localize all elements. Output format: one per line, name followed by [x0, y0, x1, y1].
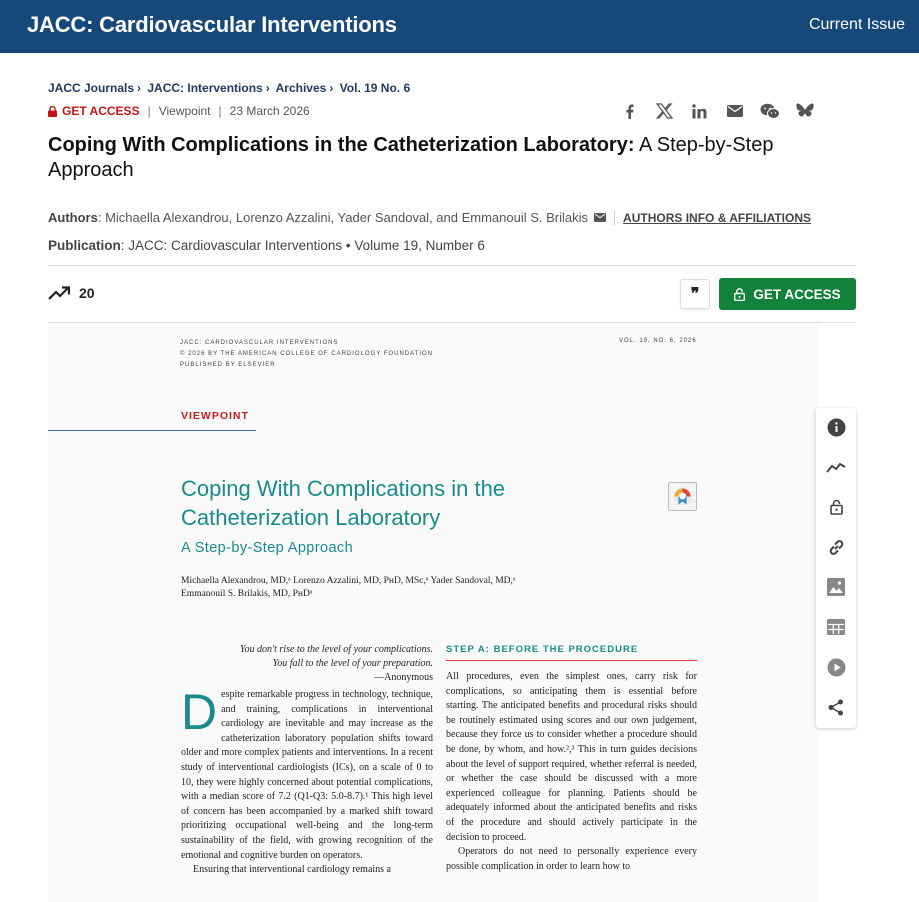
metrics-count[interactable]: 20 — [48, 285, 95, 301]
divider — [48, 265, 856, 266]
get-access-link[interactable]: GET ACCESS — [62, 104, 140, 118]
media-icon[interactable] — [816, 652, 856, 682]
volume-label: VOL. 19, NO. 6, 2026 — [619, 338, 697, 344]
breadcrumb-item[interactable]: Archives — [275, 81, 327, 95]
publish-date: 23 March 2026 — [229, 104, 310, 118]
paper-authors: Michaella Alexandrou, MD,ᵃ Lorenzo Azzalini, MD, PʜD, MSc,ᵃ Yader Sandoval, MD,ᵃ Emmanouil S. Brilakis, MD, PʜDᵃ — [181, 576, 516, 599]
breadcrumb: JACC Journals › JACC: Interventions › Archives › Vol. 19 No. 6 — [48, 81, 411, 95]
wechat-icon[interactable] — [752, 100, 787, 122]
access-lock-icon[interactable] — [816, 492, 856, 522]
get-access-button[interactable]: GET ACCESS — [719, 278, 856, 310]
authors-line — [48, 210, 811, 225]
trending-up-icon — [48, 286, 70, 300]
unlock-icon — [734, 288, 745, 301]
publication-line — [48, 238, 485, 253]
link-icon[interactable] — [816, 532, 856, 562]
breadcrumb-item[interactable]: Vol. 19 No. 6 — [339, 81, 411, 95]
share-bar — [612, 100, 822, 122]
tables-icon[interactable] — [816, 612, 856, 642]
paper-column-right: All procedures, even the simplest ones, carry risk for complications, so anticipating them is essential before starting. The anticipated benefits and procedural risks should be routinely estimated using scores and our own judgement, because they force us to consider whether a procedure should be done, by whom, and how.²,³ This in turn guides decisions about the level of support required, whether referral is needed, or whether the case should be discussed with a more experienced colleague for planning. Patients should be adequately informed about the anticipated benefits and risks of the procedure and should actively participate in the decision to proceed. Operators do not need to personally experience every possible complication in order to learn how to — [446, 671, 697, 872]
paper-title: Coping With Complications in the Catheterization Laboratory — [181, 476, 506, 530]
paper-subtitle: A Step-by-Step Approach — [181, 540, 354, 556]
cite-button[interactable]: ❞ — [680, 279, 710, 309]
info-icon[interactable] — [816, 412, 856, 442]
paper-column-left: Despite remarkable progress in technology, technique, and training, complications in interventional cardiology are inevitable and may increase as the catheterization laboratory population shifts toward older and more complex patients and interventions. In a recent study of interventional cardiologists (ICs), on a scale of 0 to 10, they were highly concerned about potential complications, with a median score of 7.2 (Q1-Q3: 5.0-8.7).¹ This high level of concern has been accompanied by a marked shift toward prioritizing occupational well-being and the long-term sustainability of the field, with growing recognition of the emotional and cognitive burden on operators. Ensuring that interventional cardiology remains a — [181, 684, 433, 876]
article-title: Coping With Complications in the Catheterization Laboratory: A Step-by-Step Approach — [48, 134, 774, 181]
publication-value: : JACC: Cardiovascular Interventions • Volume 19, Number 6 — [120, 238, 485, 253]
bluesky-icon[interactable] — [787, 100, 822, 122]
author-list[interactable]: : Michaella Alexandrou, Lorenzo Azzalini, Yader Sandoval, and Emmanouil S. Brilakis — [97, 210, 589, 225]
envelope-icon[interactable] — [594, 213, 606, 222]
share-icon[interactable] — [816, 692, 856, 722]
publication-label: Publication — [48, 238, 121, 253]
metrics-icon[interactable] — [816, 452, 856, 482]
section-heading: STEP A: BEFORE THE PROCEDURE — [446, 644, 639, 655]
breadcrumb-item[interactable]: JACC Journals — [48, 81, 135, 95]
epigraph: You don't rise to the level of your complications. You fall to the level of your preparation. —Anonymous — [239, 644, 433, 683]
article-type: Viewpoint — [158, 104, 211, 118]
article-meta: GET ACCESS | Viewpoint | 23 March 2026 — [48, 104, 310, 118]
section-label: VIEWPOINT — [181, 410, 249, 422]
article-pdf-preview — [48, 323, 818, 902]
email-icon[interactable] — [717, 100, 752, 122]
facebook-icon[interactable] — [612, 100, 647, 122]
current-issue-link[interactable]: Current Issue — [808, 16, 905, 33]
linkedin-icon[interactable] — [682, 100, 717, 122]
breadcrumb-item[interactable]: JACC: Interventions — [147, 81, 263, 95]
running-head: JACC: CARDIOVASCULAR INTERVENTIONS © 2026 BY THE AMERICAN COLLEGE OF CARDIOLOGY FOUNDATION PUBLISHED BY ELSEVIER — [180, 340, 434, 368]
x-icon[interactable] — [647, 100, 682, 122]
journal-title-link[interactable]: JACC: Cardiovascular Interventions — [27, 12, 397, 37]
crossmark-icon[interactable] — [668, 482, 697, 511]
lock-icon — [48, 106, 57, 117]
drop-cap: D — [181, 684, 218, 740]
authors-affiliations-link[interactable]: AUTHORS INFO & AFFILIATIONS — [623, 210, 812, 225]
side-toolbar — [816, 408, 856, 728]
site-header — [0, 0, 919, 53]
authors-label: Authors — [48, 210, 98, 225]
figures-icon[interactable] — [816, 572, 856, 602]
